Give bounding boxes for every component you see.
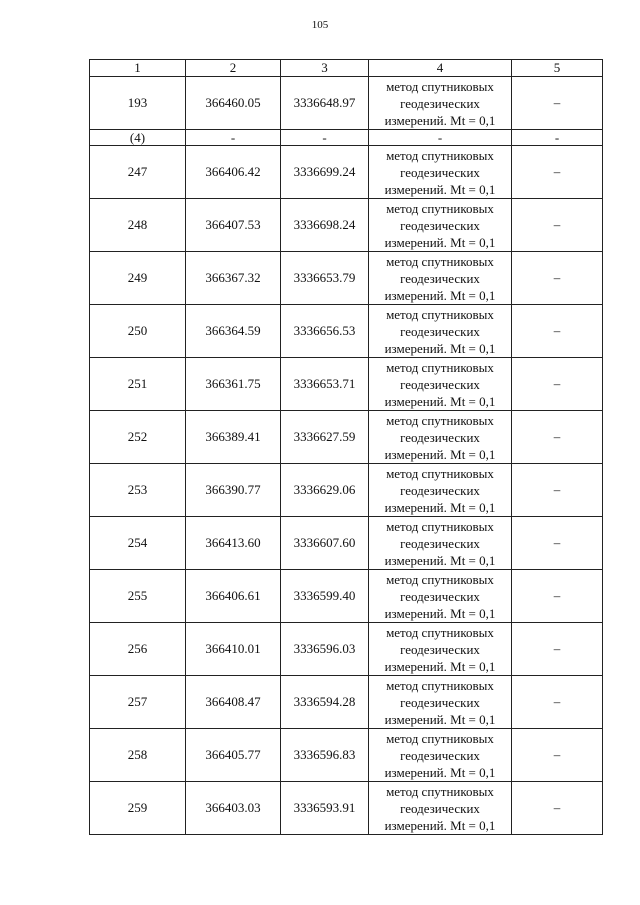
table-row bbox=[90, 676, 603, 729]
method-line: метод спутниковых bbox=[386, 783, 494, 799]
coord-x: 366407.53 bbox=[186, 199, 281, 252]
method-line: геодезических bbox=[400, 270, 480, 286]
coord-x: 366413.60 bbox=[186, 517, 281, 570]
method-line: метод спутниковых bbox=[386, 465, 494, 481]
point-number: 252 bbox=[90, 411, 186, 464]
table-row bbox=[90, 358, 603, 411]
note-cell: – bbox=[512, 570, 603, 623]
method-line: измерений. Mt = 0,1 bbox=[384, 287, 496, 303]
coord-y: 3336594.28 bbox=[281, 676, 369, 729]
method-cell bbox=[369, 411, 512, 464]
separator-cell: - bbox=[186, 130, 281, 146]
point-number: 248 bbox=[90, 199, 186, 252]
method-line: измерений. Mt = 0,1 bbox=[384, 393, 496, 409]
point-number: 247 bbox=[90, 146, 186, 199]
method-line: измерений. Mt = 0,1 bbox=[384, 234, 496, 250]
coord-x: 366361.75 bbox=[186, 358, 281, 411]
coord-x: 366408.47 bbox=[186, 676, 281, 729]
coord-y: 3336627.59 bbox=[281, 411, 369, 464]
coord-x: 366406.61 bbox=[186, 570, 281, 623]
method-cell bbox=[369, 146, 512, 199]
point-number: 249 bbox=[90, 252, 186, 305]
coord-x: 366460.05 bbox=[186, 77, 281, 130]
method-line: геодезических bbox=[400, 95, 480, 111]
method-line: метод спутниковых bbox=[386, 412, 494, 428]
table-row bbox=[90, 305, 603, 358]
method-line: метод спутниковых bbox=[386, 518, 494, 534]
method-line: метод спутниковых bbox=[386, 359, 494, 375]
table-row bbox=[90, 252, 603, 305]
note-cell: – bbox=[512, 623, 603, 676]
note-cell: – bbox=[512, 199, 603, 252]
table-row bbox=[90, 570, 603, 623]
method-line: геодезических bbox=[400, 217, 480, 233]
method-cell bbox=[369, 570, 512, 623]
method-line: измерений. Mt = 0,1 bbox=[384, 499, 496, 515]
method-line: геодезических bbox=[400, 376, 480, 392]
table-row bbox=[90, 77, 603, 130]
method-line: геодезических bbox=[400, 588, 480, 604]
point-number: 255 bbox=[90, 570, 186, 623]
note-cell: – bbox=[512, 411, 603, 464]
table-row bbox=[90, 623, 603, 676]
note-cell: – bbox=[512, 305, 603, 358]
method-cell bbox=[369, 464, 512, 517]
header-cell: 1 bbox=[90, 60, 186, 77]
method-line: измерений. Mt = 0,1 bbox=[384, 446, 496, 462]
method-cell bbox=[369, 676, 512, 729]
method-line: измерений. Mt = 0,1 bbox=[384, 340, 496, 356]
coord-x: 366405.77 bbox=[186, 729, 281, 782]
header-cell: 3 bbox=[281, 60, 369, 77]
method-cell bbox=[369, 305, 512, 358]
method-line: геодезических bbox=[400, 747, 480, 763]
coord-y: 3336656.53 bbox=[281, 305, 369, 358]
method-line: измерений. Mt = 0,1 bbox=[384, 817, 496, 833]
method-line: измерений. Mt = 0,1 bbox=[384, 711, 496, 727]
coord-y: 3336599.40 bbox=[281, 570, 369, 623]
method-line: метод спутниковых bbox=[386, 200, 494, 216]
note-cell: – bbox=[512, 729, 603, 782]
table-row bbox=[90, 199, 603, 252]
coord-x: 366367.32 bbox=[186, 252, 281, 305]
method-cell bbox=[369, 517, 512, 570]
method-cell bbox=[369, 358, 512, 411]
coord-y: 3336593.91 bbox=[281, 782, 369, 835]
point-number: 193 bbox=[90, 77, 186, 130]
page-number: 105 bbox=[311, 19, 329, 31]
header-cell: 4 bbox=[369, 60, 512, 77]
method-line: метод спутниковых bbox=[386, 147, 494, 163]
method-cell bbox=[369, 77, 512, 130]
method-line: геодезических bbox=[400, 800, 480, 816]
note-cell: – bbox=[512, 252, 603, 305]
method-line: метод спутниковых bbox=[386, 730, 494, 746]
table-row bbox=[90, 464, 603, 517]
note-cell: – bbox=[512, 464, 603, 517]
coord-y: 3336653.79 bbox=[281, 252, 369, 305]
method-cell bbox=[369, 199, 512, 252]
coord-x: 366389.41 bbox=[186, 411, 281, 464]
separator-cell: (4) bbox=[90, 130, 186, 146]
method-line: геодезических bbox=[400, 323, 480, 339]
point-number: 258 bbox=[90, 729, 186, 782]
note-cell: – bbox=[512, 77, 603, 130]
point-number: 259 bbox=[90, 782, 186, 835]
coordinates-table bbox=[89, 59, 603, 835]
method-line: измерений. Mt = 0,1 bbox=[384, 552, 496, 568]
method-cell bbox=[369, 729, 512, 782]
method-line: геодезических bbox=[400, 429, 480, 445]
point-number: 257 bbox=[90, 676, 186, 729]
coord-x: 366410.01 bbox=[186, 623, 281, 676]
header-cell: 2 bbox=[186, 60, 281, 77]
header-cell: 5 bbox=[512, 60, 603, 77]
method-line: измерений. Mt = 0,1 bbox=[384, 605, 496, 621]
table-row bbox=[90, 729, 603, 782]
method-line: геодезических bbox=[400, 482, 480, 498]
coord-x: 366403.03 bbox=[186, 782, 281, 835]
separator-cell: - bbox=[512, 130, 603, 146]
coord-y: 3336699.24 bbox=[281, 146, 369, 199]
coord-y: 3336698.24 bbox=[281, 199, 369, 252]
separator-cell: - bbox=[369, 130, 512, 146]
note-cell: – bbox=[512, 358, 603, 411]
header-row bbox=[90, 60, 603, 77]
coord-y: 3336596.03 bbox=[281, 623, 369, 676]
point-number: 254 bbox=[90, 517, 186, 570]
point-number: 251 bbox=[90, 358, 186, 411]
table-row bbox=[90, 146, 603, 199]
separator-cell: - bbox=[281, 130, 369, 146]
method-line: метод спутниковых bbox=[386, 78, 494, 94]
coord-x: 366406.42 bbox=[186, 146, 281, 199]
coord-x: 366364.59 bbox=[186, 305, 281, 358]
coord-y: 3336648.97 bbox=[281, 77, 369, 130]
note-cell: – bbox=[512, 146, 603, 199]
note-cell: – bbox=[512, 517, 603, 570]
method-line: геодезических bbox=[400, 535, 480, 551]
method-cell bbox=[369, 252, 512, 305]
table-row bbox=[90, 411, 603, 464]
method-line: геодезических bbox=[400, 694, 480, 710]
point-number: 253 bbox=[90, 464, 186, 517]
point-number: 256 bbox=[90, 623, 186, 676]
method-line: геодезических bbox=[400, 641, 480, 657]
point-number: 250 bbox=[90, 305, 186, 358]
method-line: измерений. Mt = 0,1 bbox=[384, 764, 496, 780]
coord-y: 3336629.06 bbox=[281, 464, 369, 517]
note-cell: – bbox=[512, 782, 603, 835]
method-line: измерений. Mt = 0,1 bbox=[384, 112, 496, 128]
coord-x: 366390.77 bbox=[186, 464, 281, 517]
coord-y: 3336653.71 bbox=[281, 358, 369, 411]
method-line: метод спутниковых bbox=[386, 624, 494, 640]
note-cell: – bbox=[512, 676, 603, 729]
method-line: метод спутниковых bbox=[386, 571, 494, 587]
method-cell bbox=[369, 782, 512, 835]
method-line: метод спутниковых bbox=[386, 677, 494, 693]
method-line: метод спутниковых bbox=[386, 253, 494, 269]
method-line: геодезических bbox=[400, 164, 480, 180]
table-row bbox=[90, 782, 603, 835]
separator-row bbox=[90, 130, 603, 146]
method-line: измерений. Mt = 0,1 bbox=[384, 181, 496, 197]
coord-y: 3336596.83 bbox=[281, 729, 369, 782]
method-line: измерений. Mt = 0,1 bbox=[384, 658, 496, 674]
method-cell bbox=[369, 623, 512, 676]
method-line: метод спутниковых bbox=[386, 306, 494, 322]
table-row bbox=[90, 517, 603, 570]
coord-y: 3336607.60 bbox=[281, 517, 369, 570]
